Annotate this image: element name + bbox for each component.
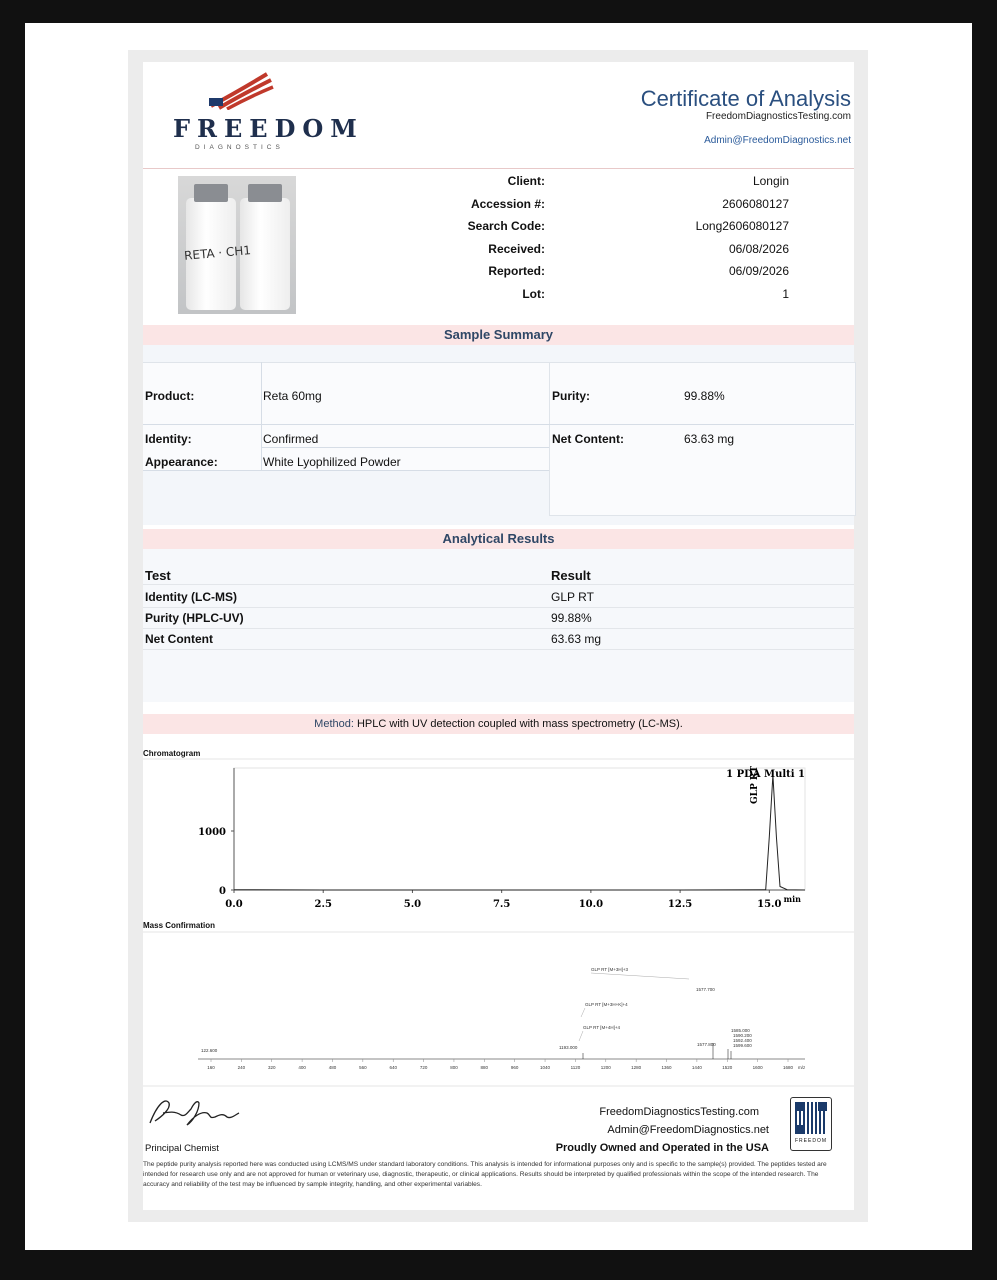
results-divider: [143, 628, 854, 629]
sample-info-label: Client:: [507, 174, 545, 188]
sample-info-value: 06/09/2026: [728, 264, 789, 278]
x-tick-label: 10.0: [578, 899, 604, 910]
results-divider: [143, 607, 854, 608]
flag-logo-icon: [207, 72, 275, 110]
signature-role: Principal Chemist: [145, 1143, 219, 1154]
mz-tick-label: 240: [237, 1065, 246, 1070]
results-divider: [143, 584, 854, 585]
qr-caption: FREEDOM: [795, 1138, 827, 1144]
sample-info-value: Longin: [752, 174, 789, 188]
ms-value: 1585.000: [731, 1028, 750, 1033]
mz-tick-label: 560: [359, 1065, 367, 1070]
results-value: 99.88%: [551, 611, 592, 625]
method-label: Method:: [314, 718, 354, 730]
vial-cap-right: [248, 184, 282, 202]
trace-label: 1 PDA Multi 1: [726, 769, 805, 780]
mz-tick-label: 400: [298, 1065, 306, 1070]
appearance-label: Appearance:: [145, 455, 218, 469]
analytical-results-header: Analytical Results: [143, 529, 854, 549]
ms-label-m4h: GLP RT [M+4H]+4: [583, 1025, 621, 1030]
results-table: [143, 549, 854, 702]
ms-value: 1592.400: [733, 1038, 752, 1043]
results-test: Identity (LC-MS): [145, 590, 237, 604]
sample-info-value: 2606080127: [722, 196, 789, 211]
ms-callout-line: [591, 973, 689, 979]
method-band: [143, 714, 854, 734]
footer-website[interactable]: FreedomDiagnosticsTesting.com: [599, 1106, 759, 1118]
summary-row-divider: [143, 470, 549, 471]
product-label: Product:: [145, 389, 195, 403]
mz-tick-label: 1360: [661, 1065, 672, 1070]
mz-tick-label: 480: [328, 1065, 337, 1070]
vial-label: RETA · CH1: [183, 243, 252, 263]
x-tick-label: 12.5: [667, 899, 693, 910]
method-text: HPLC with UV detection coupled with mass spectrometry (LC-MS).: [356, 718, 683, 730]
ms-value: 1577.800: [697, 1042, 716, 1047]
chromatogram-title: Chromatogram: [143, 749, 201, 758]
mz-tick-label: 1040: [540, 1065, 551, 1070]
header-website: FreedomDiagnosticsTesting.com: [705, 111, 851, 122]
ms-label-m3hk: GLP RT [M+3H+K]+4: [585, 1002, 628, 1007]
header-email[interactable]: Admin@FreedomDiagnostics.net: [704, 135, 851, 146]
mz-tick-label: 160: [207, 1065, 215, 1070]
mz-tick-label: 640: [389, 1065, 397, 1070]
sample-info-label: Reported:: [488, 264, 545, 278]
y-tick-label: 1000: [198, 827, 226, 838]
product-value: Reta 60mg: [263, 389, 322, 403]
y-tick-label: 0: [219, 886, 226, 897]
x-tick-label: 0.0: [225, 899, 243, 910]
peak-label: GLP RT: [750, 766, 760, 804]
identity-label: Identity:: [145, 432, 192, 446]
identity-value: Confirmed: [263, 432, 319, 446]
ms-callout-line: [581, 1008, 585, 1017]
summary-col-divider: [261, 362, 262, 470]
mz-tick-label: 1280: [631, 1065, 642, 1070]
logo-subtitle: DIAGNOSTICS: [195, 144, 284, 151]
mz-unit-label: m/z: [798, 1065, 806, 1070]
x-tick-label: 15.0: [757, 899, 782, 910]
ms-value: 1193.000: [559, 1045, 578, 1050]
mz-tick-label: 1440: [691, 1065, 702, 1070]
header-divider: [143, 168, 854, 169]
results-value: GLP RT: [551, 590, 594, 604]
x-unit-label: min: [783, 894, 801, 904]
mz-tick-label: 1520: [722, 1065, 733, 1070]
results-divider: [143, 649, 854, 650]
mz-tick-label: 1200: [600, 1065, 611, 1070]
signature-image: [147, 1095, 242, 1129]
sample-info-label: Lot:: [522, 286, 545, 301]
sample-info-value: 1: [782, 286, 789, 301]
results-test: Net Content: [145, 632, 213, 646]
mz-tick-label: 720: [419, 1065, 428, 1070]
mz-tick-label: 320: [267, 1065, 276, 1070]
qr-code: [790, 1097, 832, 1151]
footer-email[interactable]: Admin@FreedomDiagnostics.net: [607, 1124, 769, 1136]
x-tick-label: 7.5: [492, 899, 511, 910]
mz-tick-label: 1120: [570, 1065, 581, 1070]
net-content-label: Net Content:: [552, 432, 624, 446]
ms-value: 122.600: [201, 1048, 218, 1053]
logo-wordmark: FREEDOM: [173, 114, 364, 143]
mass-confirmation-title: Mass Confirmation: [143, 921, 216, 930]
certificate-sheet: [143, 62, 854, 1210]
chromatogram-chart: [143, 758, 854, 920]
vial-cap-left: [194, 184, 228, 202]
footer-tagline: Proudly Owned and Operated in the USA: [555, 1142, 769, 1154]
ms-value: 1590.200: [733, 1033, 752, 1038]
mz-tick-label: 800: [450, 1065, 458, 1070]
sample-photo: [178, 176, 296, 314]
qr-pattern: [795, 1102, 827, 1134]
mass-spectrum-chart: [143, 931, 854, 1089]
mz-tick-label: 1680: [782, 1065, 794, 1070]
results-col-test: Test: [145, 568, 171, 583]
chromatogram-trace: [234, 775, 805, 890]
summary-row-divider: [261, 447, 549, 448]
sample-summary-header: Sample Summary: [143, 325, 854, 345]
sample-info-label: Search Code:: [467, 219, 545, 233]
sample-info-label: Accession #:: [470, 196, 545, 211]
mz-tick-label: 960: [510, 1065, 519, 1070]
mz-tick-label: 1600: [752, 1065, 763, 1070]
purity-label: Purity:: [552, 389, 591, 403]
page-title: Certificate of Analysis: [640, 86, 851, 111]
mz-tick-label: 880: [480, 1065, 489, 1070]
x-tick-label: 5.0: [403, 899, 422, 910]
x-tick-label: 2.5: [314, 899, 332, 910]
net-content-value: 63.63 mg: [684, 432, 735, 446]
results-col-result: Result: [551, 568, 591, 583]
disclaimer-text: The peptide purity analysis reported here was conducted using LCMS/MS under standard laboratory conditions. This analysis is intended for informational purposes only and is specific to the sample(s) provided. The peptides tested are intended for research use only and are not approved for human or veterinary use, diagnostic, therapeutic, or clinical applications. Results should be interpreted by qualified professionals within the scope of the intended research. The accuracy and reliability of the test may be influenced by sample integrity, handling, and other experimental variables.: [143, 1161, 827, 1188]
sample-info-value: 06/08/2026: [728, 241, 789, 256]
results-test: Purity (HPLC-UV): [145, 611, 244, 625]
ms-value: 1577.700: [696, 987, 715, 992]
appearance-value: White Lyophilized Powder: [263, 455, 401, 469]
document-frame: [25, 23, 972, 1250]
sample-info-label: Received:: [488, 241, 545, 256]
certificate-page: [128, 50, 868, 1222]
purity-value: 99.88%: [684, 389, 725, 403]
results-value: 63.63 mg: [551, 632, 602, 646]
sample-info-value: Long2606080127: [695, 219, 789, 233]
ms-label-m3h: GLP RT [M+3H]+3: [591, 967, 629, 972]
ms-callout-line: [579, 1031, 583, 1041]
summary-row-divider: [143, 424, 854, 425]
plot-frame: [234, 768, 805, 890]
ms-value: 1599.600: [733, 1043, 752, 1048]
